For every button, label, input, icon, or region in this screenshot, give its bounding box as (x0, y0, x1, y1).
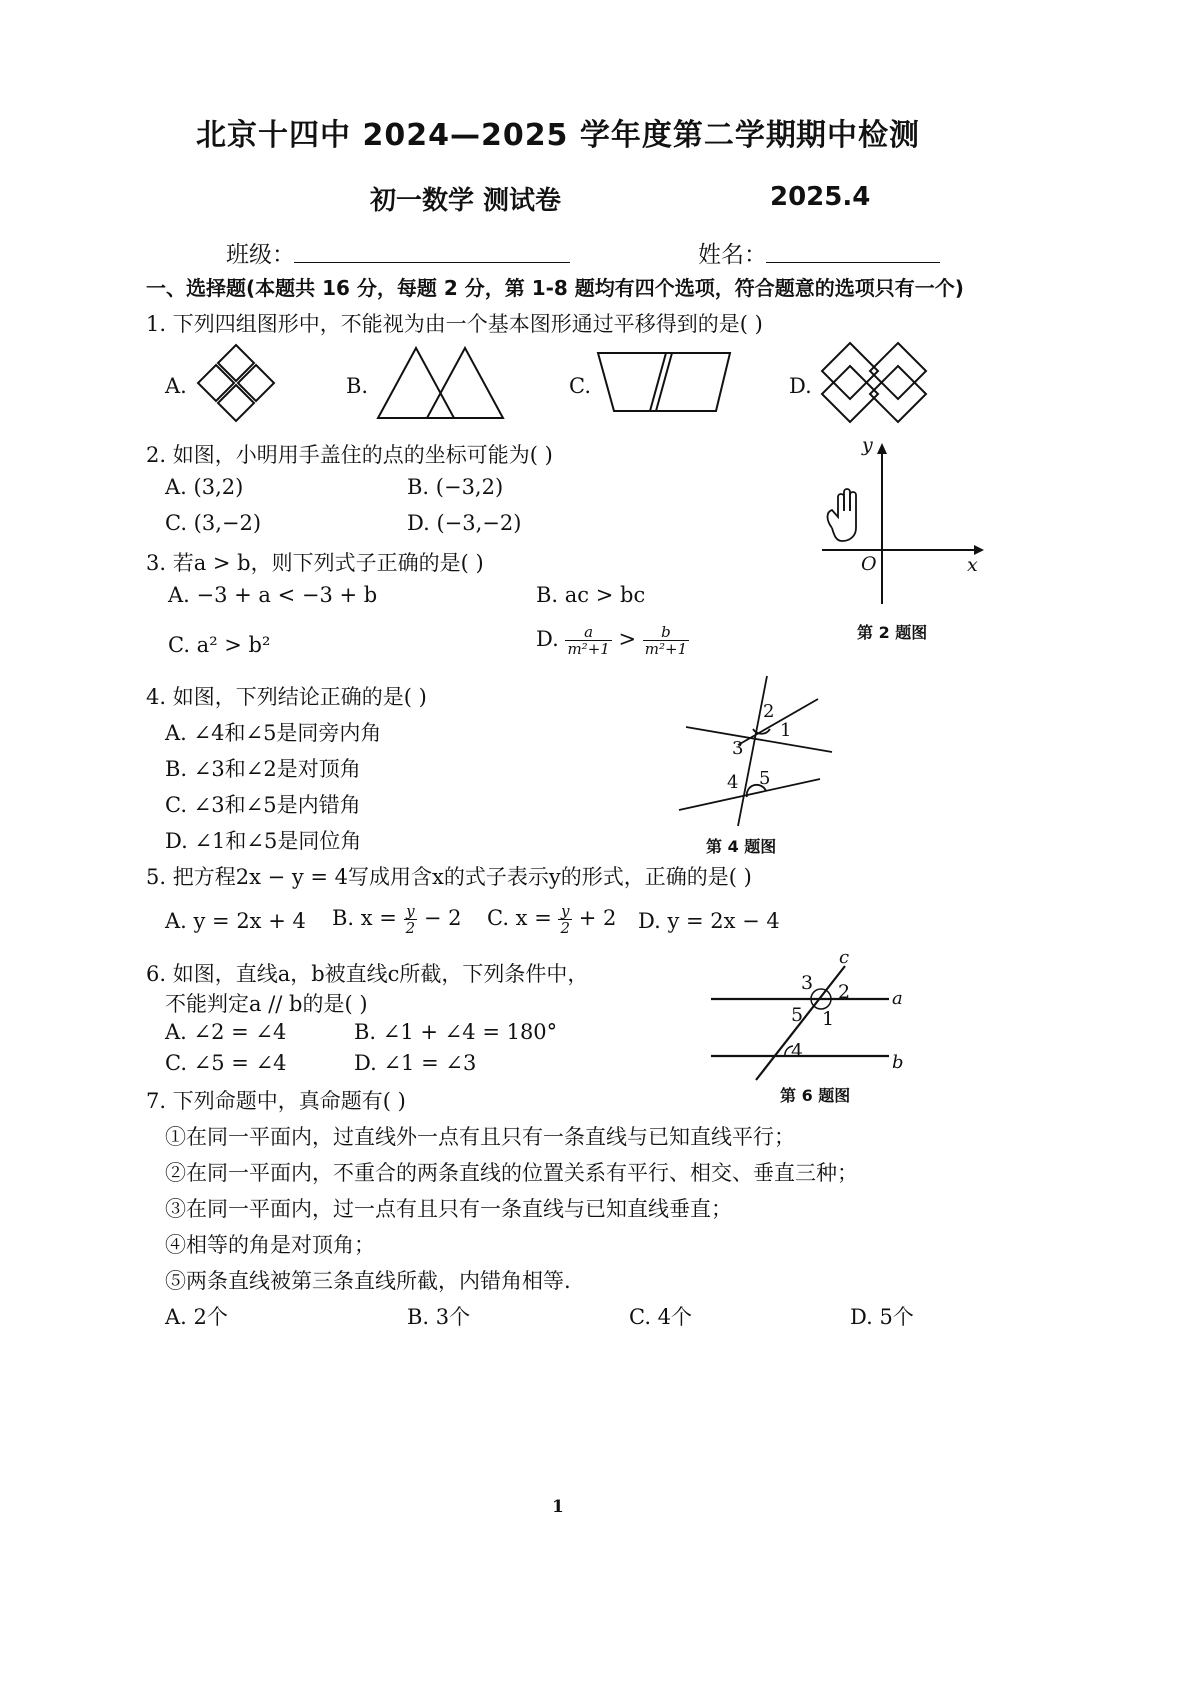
q3-option-a: A. −3 + a < −3 + b (168, 583, 378, 607)
q4-angle-label-5: 5 (759, 768, 771, 789)
q7-option-c: C. 4个 (629, 1305, 693, 1329)
q2-option-b: B. (−3,2) (407, 475, 504, 499)
q6-angle-label-2: 2 (838, 981, 851, 1003)
q6-angle-label-1: 1 (822, 1008, 835, 1030)
q6-line-label-a: a (892, 988, 903, 1009)
q6-option-b: B. ∠1 + ∠4 = 180° (354, 1020, 558, 1044)
q4-angle-label-1: 1 (780, 720, 792, 741)
q6-stem-line2: 不能判定a // b的是( ) (165, 992, 368, 1016)
exam-subtitle: 初一数学 测试卷 (370, 186, 562, 216)
q4-figure-caption: 第 4 题图 (706, 837, 777, 856)
q4-option-b: B. ∠3和∠2是对顶角 (165, 757, 361, 781)
q4-option-c: C. ∠3和∠5是内错角 (165, 793, 361, 817)
q7-item-3: ③在同一平面内，过一点有且只有一条直线与已知直线垂直； (165, 1197, 732, 1221)
q6-angle-label-5: 5 (791, 1004, 804, 1026)
q1-option-a-label: A. (165, 374, 187, 398)
q2-option-d: D. (−3,−2) (407, 511, 522, 535)
q7-item-4: ④相等的角是对顶角； (165, 1233, 375, 1257)
q6-angle-label-4: 4 (791, 1040, 804, 1062)
q4-option-d: D. ∠1和∠5是同位角 (165, 829, 362, 853)
q5-option-b: B. x = $\frac{y}{2}$ − 2 (332, 902, 462, 937)
q1-option-d-label: D. (789, 374, 812, 398)
q4-angle-label-4: 4 (727, 772, 739, 793)
q2-figure-caption: 第 2 题图 (857, 623, 928, 642)
section-heading: 一、选择题(本题共 16 分，每题 2 分，第 1-8 题均有四个选项，符合题意的选项只有一个) (146, 276, 964, 300)
q3-option-d-fraction-a: $\frac{a}{\text{m²+1}}$ (567, 623, 610, 658)
q6-line-label-b: b (892, 1052, 904, 1073)
q6-option-d: D. ∠1 = ∠3 (354, 1051, 477, 1075)
q7-item-5: ⑤两条直线被第三条直线所截，内错角相等. (165, 1269, 571, 1293)
page-number: 1 (552, 1497, 564, 1517)
q6-stem-line1: 6. 如图，直线a，b被直线c所截，下列条件中， (146, 962, 589, 986)
q5-option-a: A. y = 2x + 4 (165, 909, 306, 933)
q6-option-a: A. ∠2 = ∠4 (165, 1020, 287, 1044)
q3-option-c: C. a² > b² (168, 633, 271, 657)
q5-option-d: D. y = 2x − 4 (638, 909, 780, 933)
q3-option-b: B. ac > bc (536, 583, 646, 607)
exam-type: 期中检测 (796, 118, 920, 153)
q1-option-b-label: B. (346, 374, 369, 398)
q3-option-d-operator: > (618, 627, 637, 651)
q2-axis-x-label: x (967, 554, 978, 576)
q1-option-c-label: C. (569, 374, 591, 398)
q4-angle-label-2: 2 (763, 701, 775, 722)
q5-stem: 5. 把方程2x − y = 4写成用含x的式子表示y的形式，正确的是( ) (146, 865, 752, 889)
name-label: 姓名： (698, 242, 767, 268)
q7-item-1: ①在同一平面内，过直线外一点有且只有一条直线与已知直线平行； (165, 1125, 795, 1149)
q5-option-c: C. x = $\frac{y}{2}$ + 2 (487, 902, 617, 937)
q2-axis-y-label: y (862, 434, 873, 456)
q3-option-d-label: D. (536, 627, 559, 651)
q7-item-2: ②在同一平面内，不重合的两条直线的位置关系有平行、相交、垂直三种； (165, 1161, 858, 1185)
q2-option-c: C. (3,−2) (165, 511, 262, 535)
exam-title: 北京十四中 2024—2025 学年度第二学期 (196, 118, 797, 153)
q6-line-label-c: c (839, 947, 850, 968)
q3-option-d-fraction-b: $\frac{b}{\text{m²+1}}$ (644, 623, 688, 658)
q5-option-b-fraction: $\frac{y}{2}$ (405, 902, 416, 937)
q7-option-a: A. 2个 (165, 1305, 228, 1329)
q4-option-a: A. ∠4和∠5是同旁内角 (165, 721, 382, 745)
q6-angle-label-3: 3 (801, 972, 814, 994)
q4-angle-label-3: 3 (732, 738, 744, 759)
q3-stem: 3. 若a > b，则下列式子正确的是( ) (146, 551, 484, 575)
q7-option-d: D. 5个 (850, 1305, 914, 1329)
q7-option-b: B. 3个 (407, 1305, 471, 1329)
exam-date: 2025.4 (770, 182, 871, 212)
q2-origin-label: O (861, 553, 877, 575)
q2-option-a: A. (3,2) (165, 475, 244, 499)
q1-stem: 1. 下列四组图形中，不能视为由一个基本图形通过平移得到的是( ) (146, 312, 763, 336)
q4-stem: 4. 如图，下列结论正确的是( ) (146, 685, 427, 709)
q5-option-c-fraction: $\frac{y}{2}$ (560, 902, 571, 937)
q2-stem: 2. 如图，小明用手盖住的点的坐标可能为( ) (146, 443, 553, 467)
q6-figure-caption: 第 6 题图 (780, 1086, 851, 1105)
q6-option-c: C. ∠5 = ∠4 (165, 1051, 287, 1075)
q7-stem: 7. 下列命题中，真命题有( ) (146, 1089, 406, 1113)
class-label: 班级： (226, 242, 295, 268)
